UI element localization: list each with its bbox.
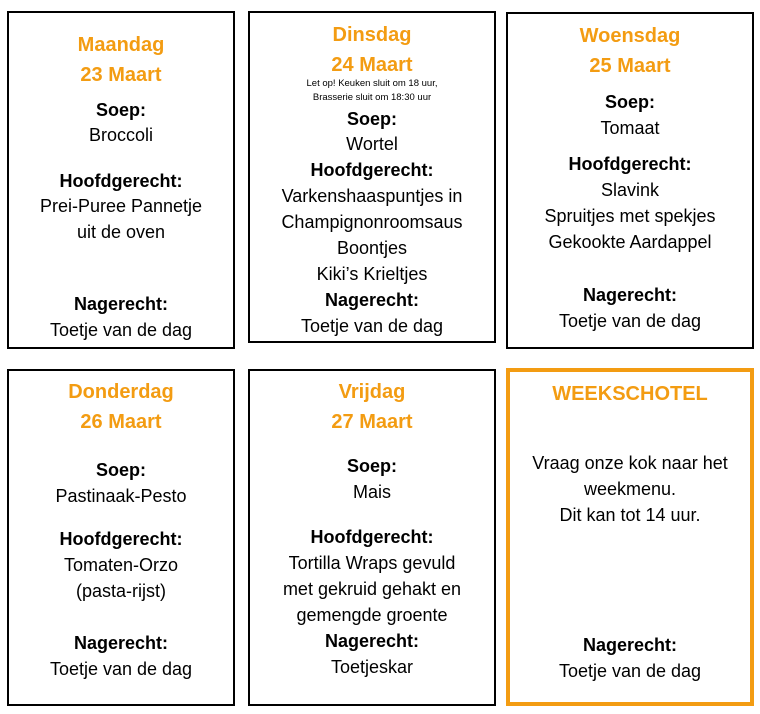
main-course-line: Champignonroomsaus <box>281 212 463 232</box>
main-course-label: Hoofdgerecht: <box>310 527 434 547</box>
day-name: Dinsdag <box>332 24 412 46</box>
menu-card-wednesday <box>506 12 754 349</box>
main-course-line: Kiki’s Krieltjes <box>316 264 428 284</box>
weekschotel-title: WEEKSCHOTEL <box>552 383 708 405</box>
dessert-label: Nagerecht: <box>582 635 678 655</box>
day-date: 25 Maart <box>589 55 671 77</box>
dessert-value: Toetjeskar <box>330 657 414 677</box>
soup-label: Soep: <box>346 456 397 476</box>
dessert-label: Nagerecht: <box>324 631 420 651</box>
main-course-line: (pasta-rijst) <box>75 581 166 601</box>
day-date: 24 Maart <box>331 54 413 76</box>
dessert-value: Toetje van de dag <box>558 311 702 331</box>
main-course-line: Prei-Puree Pannetje <box>39 196 203 216</box>
soup-label: Soep: <box>95 100 146 120</box>
menu-card-thursday <box>7 369 235 706</box>
main-course-label: Hoofdgerecht: <box>568 154 692 174</box>
main-course-line: Gekookte Aardappel <box>548 232 712 252</box>
main-course-line: Tomaten-Orzo <box>63 555 179 575</box>
menu-card-monday <box>7 11 235 349</box>
dessert-value: Toetje van de dag <box>49 320 193 340</box>
main-course-line: uit de oven <box>76 222 166 242</box>
day-date: 26 Maart <box>80 411 162 433</box>
main-course-line: Boontjes <box>336 238 408 258</box>
day-name: Woensdag <box>579 25 681 47</box>
weekschotel-text: weekmenu. <box>583 479 677 499</box>
dessert-label: Nagerecht: <box>73 633 169 653</box>
day-name: Vrijdag <box>338 381 406 403</box>
soup-label: Soep: <box>346 109 397 129</box>
main-course-label: Hoofdgerecht: <box>59 171 183 191</box>
dessert-label: Nagerecht: <box>582 285 678 305</box>
main-course-line: Varkenshaaspuntjes in <box>281 186 463 206</box>
main-course-line: met gekruid gehakt en <box>282 579 462 599</box>
soup-value: Wortel <box>346 134 398 154</box>
day-name: Donderdag <box>68 381 174 403</box>
main-course-line: gemengde groente <box>296 605 448 625</box>
main-course-line: Tortilla Wraps gevuld <box>288 553 456 573</box>
dessert-value: Toetje van de dag <box>49 659 193 679</box>
weekschotel-text: Dit kan tot 14 uur. <box>559 505 701 525</box>
soup-value: Mais <box>352 482 391 502</box>
day-date: 27 Maart <box>331 411 413 433</box>
dessert-label: Nagerecht: <box>73 294 169 314</box>
main-course-label: Hoofdgerecht: <box>59 529 183 549</box>
main-course-label: Hoofdgerecht: <box>310 160 434 180</box>
soup-value: Pastinaak-Pesto <box>55 486 187 506</box>
kitchen-note: Let op! Keuken sluit om 18 uur, <box>306 78 438 89</box>
main-course-line: Slavink <box>600 180 660 200</box>
day-name: Maandag <box>77 34 165 56</box>
soup-value: Broccoli <box>88 125 154 145</box>
soup-label: Soep: <box>95 460 146 480</box>
weekschotel-text: Vraag onze kok naar het <box>532 453 728 473</box>
soup-label: Soep: <box>604 92 655 112</box>
main-course-line: Spruitjes met spekjes <box>544 206 716 226</box>
menu-card-weekschotel <box>506 368 754 706</box>
dessert-value: Toetje van de dag <box>300 316 444 336</box>
dessert-label: Nagerecht: <box>324 290 420 310</box>
menu-card-tuesday <box>248 11 496 343</box>
dessert-value: Toetje van de dag <box>558 661 702 681</box>
kitchen-note: Brasserie sluit om 18:30 uur <box>312 92 432 103</box>
menu-card-friday <box>248 369 496 706</box>
day-date: 23 Maart <box>80 64 162 86</box>
soup-value: Tomaat <box>600 118 660 138</box>
